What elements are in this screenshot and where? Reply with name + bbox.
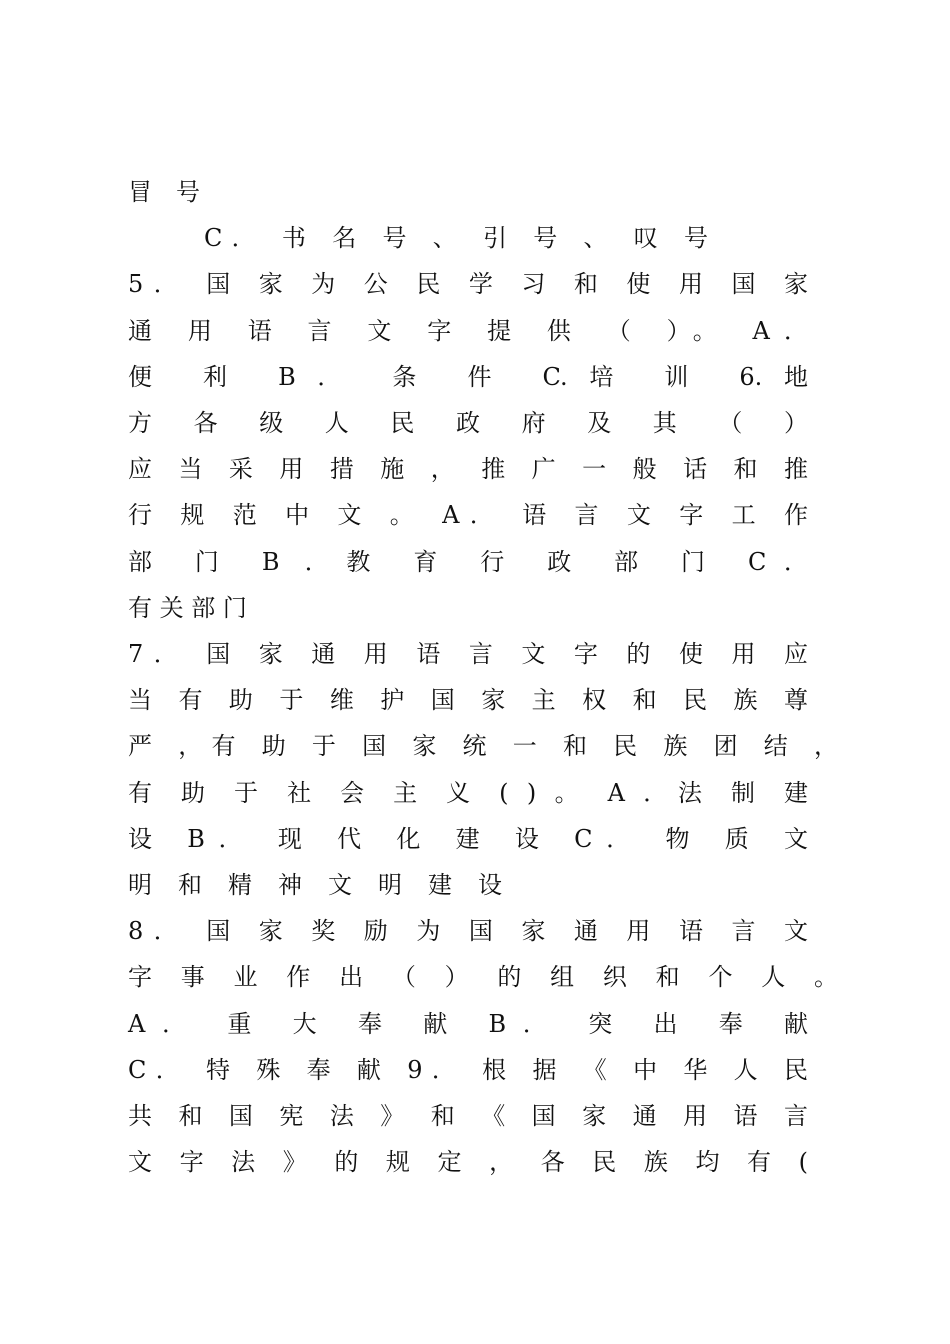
text-line-1: 冒 号 (128, 178, 200, 206)
text-line-18: 字 事 业 作 出 （ ） 的 组 织 和 个 人 。 (128, 963, 838, 991)
text-line-11: 7． 国 家 通 用 语 言 文 字 的 使 用 应 (128, 640, 808, 668)
text-line-19: A． 重 大 奉 献 B． 突 出 奉 献 (128, 1010, 808, 1038)
text-line-2: C． 书 名 号 、 引 号 、 叹 号 (204, 224, 708, 252)
text-line-12: 当 有 助 于 维 护 国 家 主 权 和 民 族 尊 (128, 686, 808, 714)
text-line-21: 共 和 国 宪 法 》 和 《 国 家 通 用 语 言 (128, 1102, 808, 1130)
text-line-3: 5． 国 家 为 公 民 学 习 和 使 用 国 家 (128, 270, 808, 298)
text-line-13: 严 ，有 助 于 国 家 统 一 和 民 族 团 结 ， (128, 732, 838, 760)
text-line-5: 便 利 B． 条 件 C.培 训 6.地 (128, 363, 808, 391)
text-line-8: 行 规 范 中 文 。 A． 语 言 文 字 工 作 (128, 501, 808, 529)
text-line-4: 通 用 语 言 文 字 提 供 （ ）。 A． (128, 317, 808, 345)
text-line-9: 部 门 B ．教 育 行 政 部 门 C． (128, 548, 808, 576)
text-line-15: 设 B． 现 代 化 建 设 C． 物 质 文 (128, 825, 808, 853)
text-line-16: 明 和 精 神 文 明 建 设 (128, 871, 502, 899)
text-line-7: 应 当 采 用 措 施 ， 推 广 一 般 话 和 推 (128, 455, 808, 483)
text-line-20: C． 特 殊 奉 献 9． 根 据 《 中 华 人 民 (128, 1056, 808, 1084)
text-line-14: 有 助 于 社 会 主 义 ( ) 。 A ．法 制 建 (128, 779, 808, 807)
text-line-17: 8． 国 家 奖 励 为 国 家 通 用 语 言 文 (128, 917, 808, 945)
text-line-6: 方 各 级 人 民 政 府 及 其 （ ） (128, 409, 808, 437)
text-line-10: 有 关 部 门 (128, 594, 247, 622)
text-line-22: 文 字 法 》 的 规 定 ， 各 民 族 均 有 ( (128, 1148, 808, 1176)
